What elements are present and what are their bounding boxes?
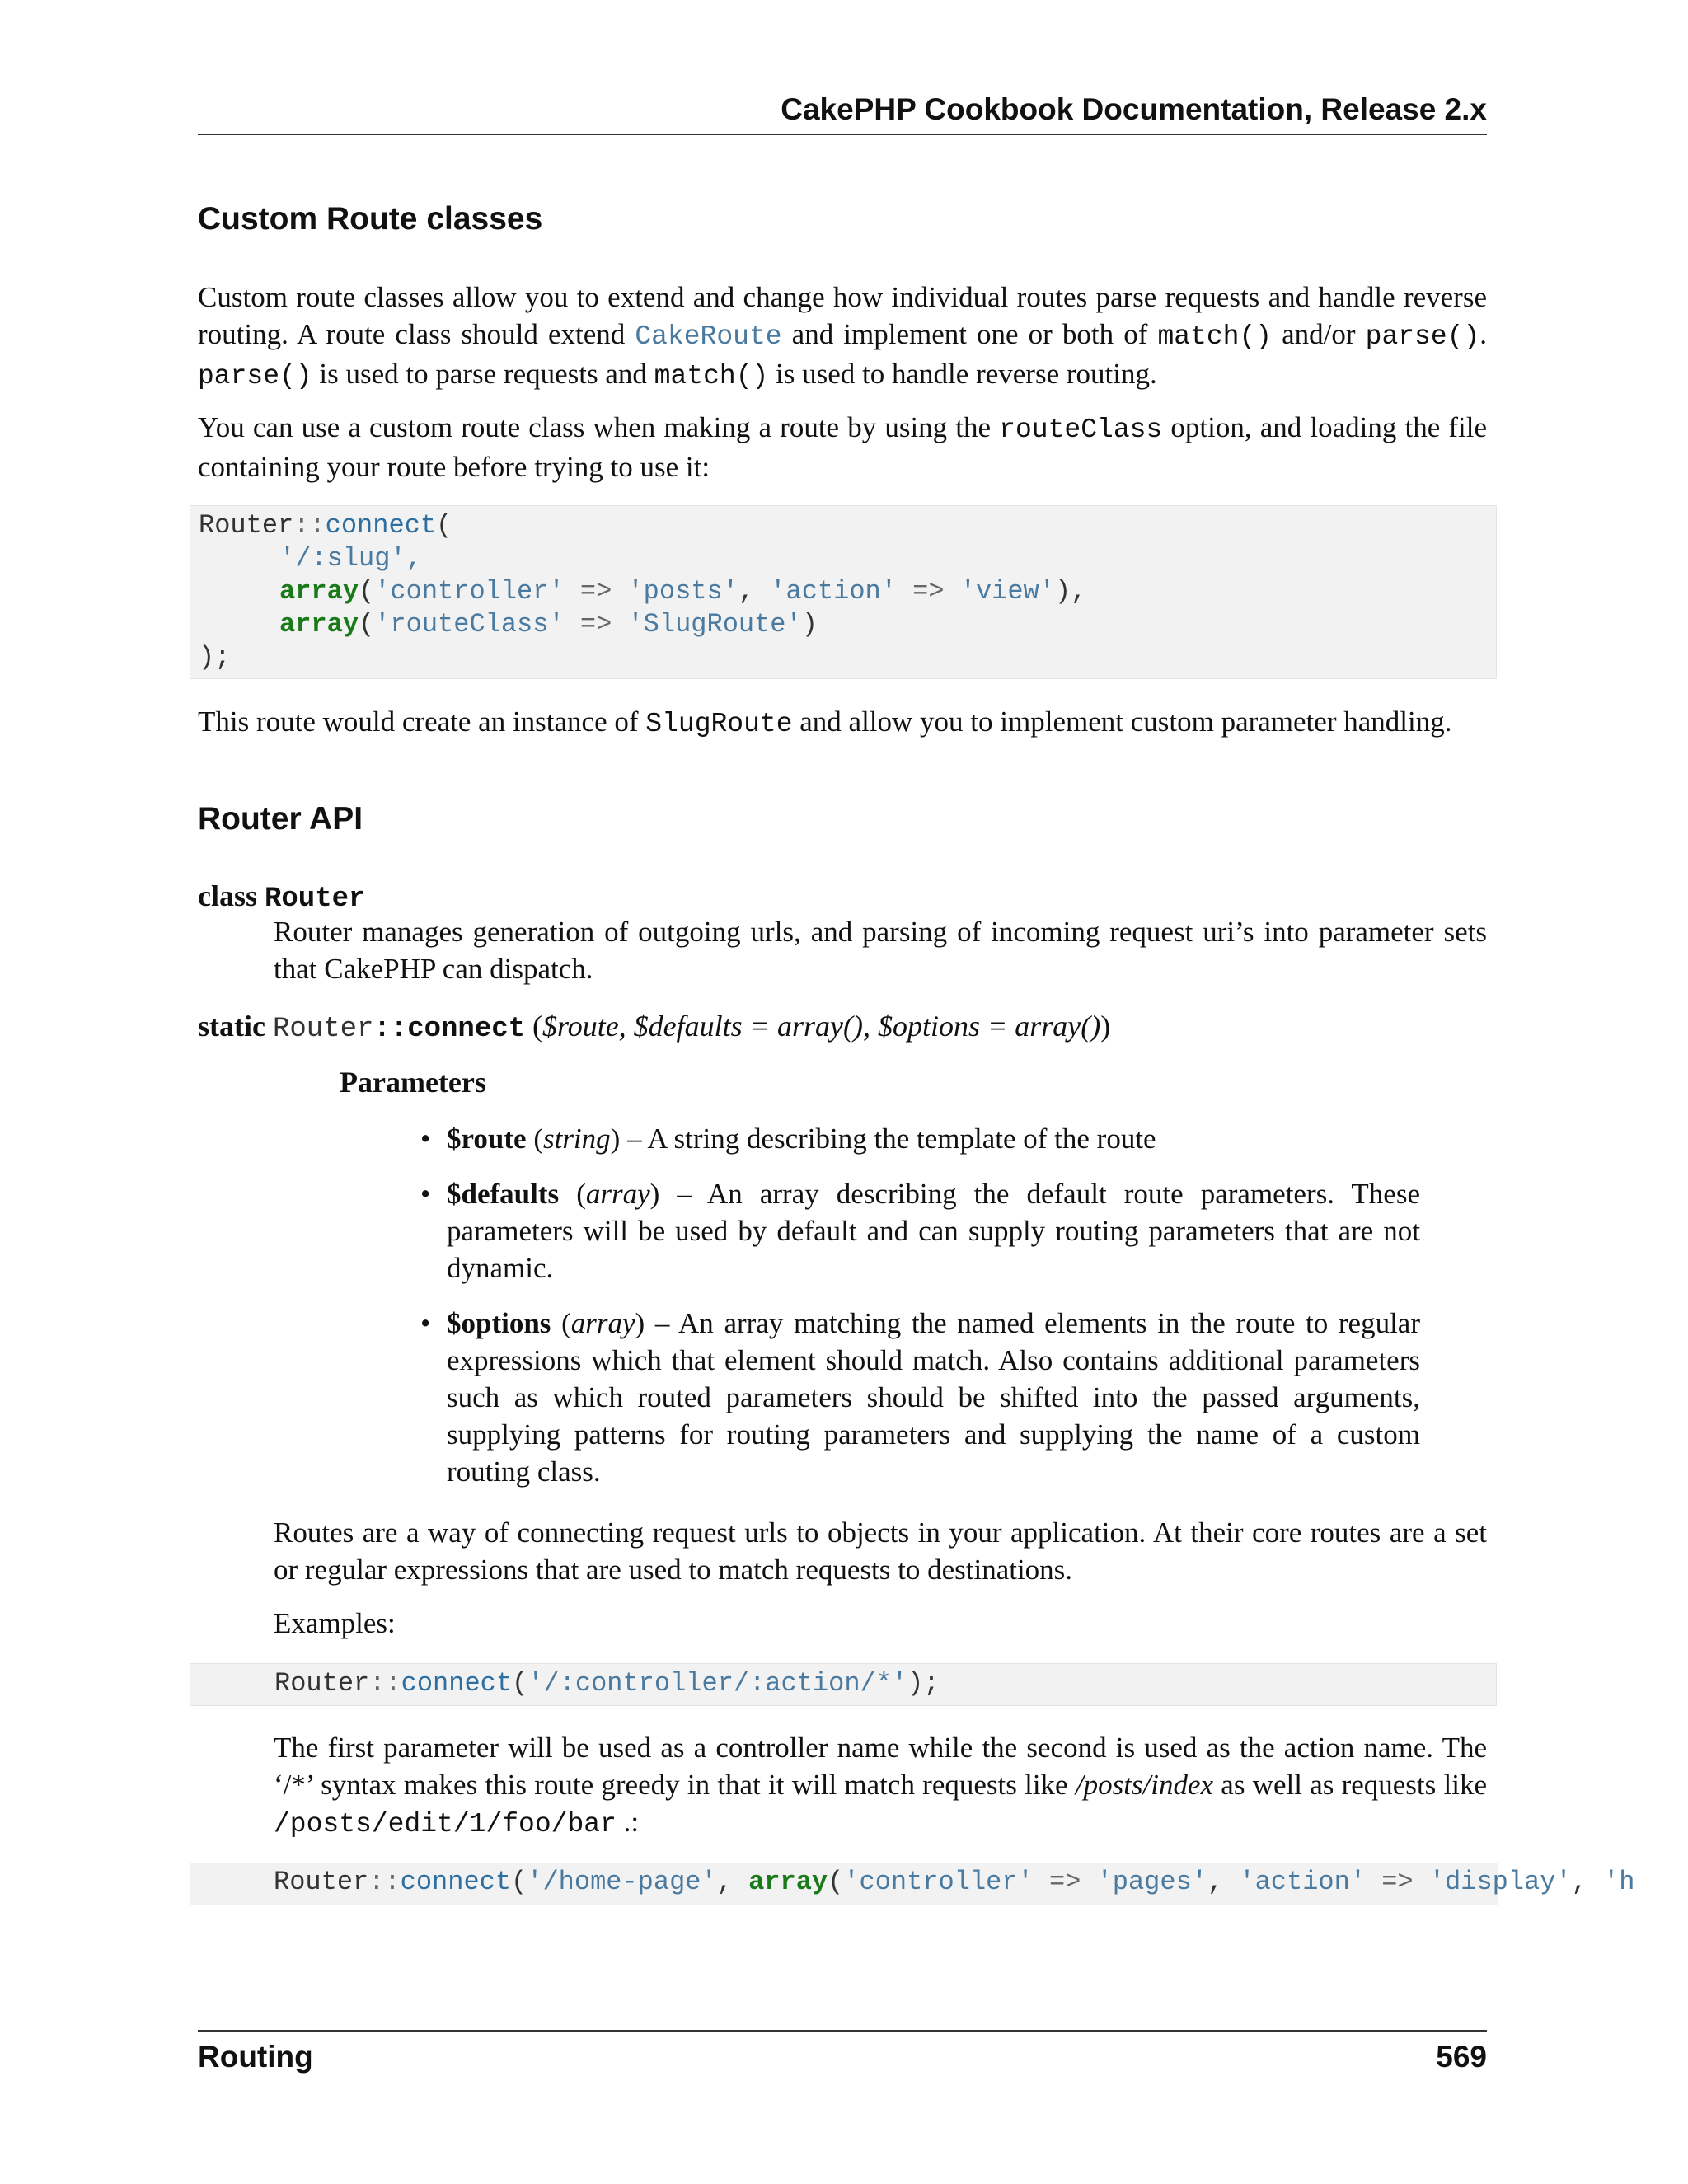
paragraph-custom-route-intro: Custom route classes allow you to extend and change how individual routes parse requests and handle reverse routing. A route class should extend CakeRoute and implement one or both of match() and/or parse(). parse() is used to parse requests and match() is used to handle reverse routing. bbox=[198, 281, 1488, 391]
class-name-router: Router bbox=[265, 883, 366, 915]
code-block-connect-example: Router::connect('/:controller/:action/*'); bbox=[190, 1663, 1497, 1706]
section-heading-custom-route-classes: Custom Route classes bbox=[198, 201, 543, 237]
paragraph-first-parameter: The first parameter will be used as a controller name while the second is used as the action name. The ‘/*’ syntax makes this route greedy in that it will match requests like /posts/index as well as requests like /posts/edit/1/foo/bar .: bbox=[274, 1732, 1487, 1840]
footer-divider bbox=[198, 2030, 1487, 2032]
param-defaults: • $defaults (array) – An array describing the default route parameters. These parameters will be used by default and can supply routing parameters that are not dynamic. bbox=[420, 1175, 1420, 1286]
examples-label: Examples: bbox=[274, 1607, 396, 1639]
paragraph-route-class-option: You can use a custom route class when making a route by using the routeClass option, and loading the file containing your route before trying to use it: bbox=[198, 411, 1487, 483]
connect-method-signature: static Router::connect ($route, $defaults = array(), $options = array()) bbox=[198, 1010, 1111, 1045]
param-options: • $options (array) – An array matching the named elements in the route to regular expressions which that element should match. Also contains additional parameters such as which routed parameters should be shifted into the passed arguments, supplying patterns for routing parameters and supplying the name of a custom routing class. bbox=[420, 1305, 1420, 1490]
header-divider bbox=[198, 134, 1487, 135]
param-route: • $route (string) – A string describing the template of the route bbox=[420, 1120, 1420, 1157]
code-block-slug-route: Router::connect( '/:slug', array('controller' => 'posts', 'action' => 'view'), array('routeClass' => 'SlugRoute') ); bbox=[190, 505, 1497, 679]
paragraph-routes-description: Routes are a way of connecting request urls to objects in your application. At their core routes are a set or regular expressions that are used to match requests to destinations. bbox=[274, 1516, 1487, 1586]
page-number: 569 bbox=[1436, 2040, 1487, 2074]
footer-chapter-name: Routing bbox=[198, 2040, 313, 2074]
router-class-description: Router manages generation of outgoing urls, and parsing of incoming request uri’s into parameter sets that CakePHP can dispatch. bbox=[274, 916, 1487, 985]
paragraph-slug-route-instance: This route would create an instance of SlugRoute and allow you to implement custom parameter handling. bbox=[198, 705, 1452, 739]
running-header-title: CakePHP Cookbook Documentation, Release 2.x bbox=[781, 92, 1487, 126]
section-heading-router-api: Router API bbox=[198, 801, 363, 837]
parameters-list bbox=[420, 1120, 1420, 1508]
cakeroute-link[interactable]: CakeRoute bbox=[635, 321, 782, 352]
code-block-home-page: Router::connect('/home-page', array('controller' => 'pages', 'action' => 'display', 'h bbox=[274, 1867, 1635, 1897]
parameters-label: Parameters bbox=[340, 1066, 486, 1099]
class-router-signature: class Router bbox=[198, 879, 366, 915]
